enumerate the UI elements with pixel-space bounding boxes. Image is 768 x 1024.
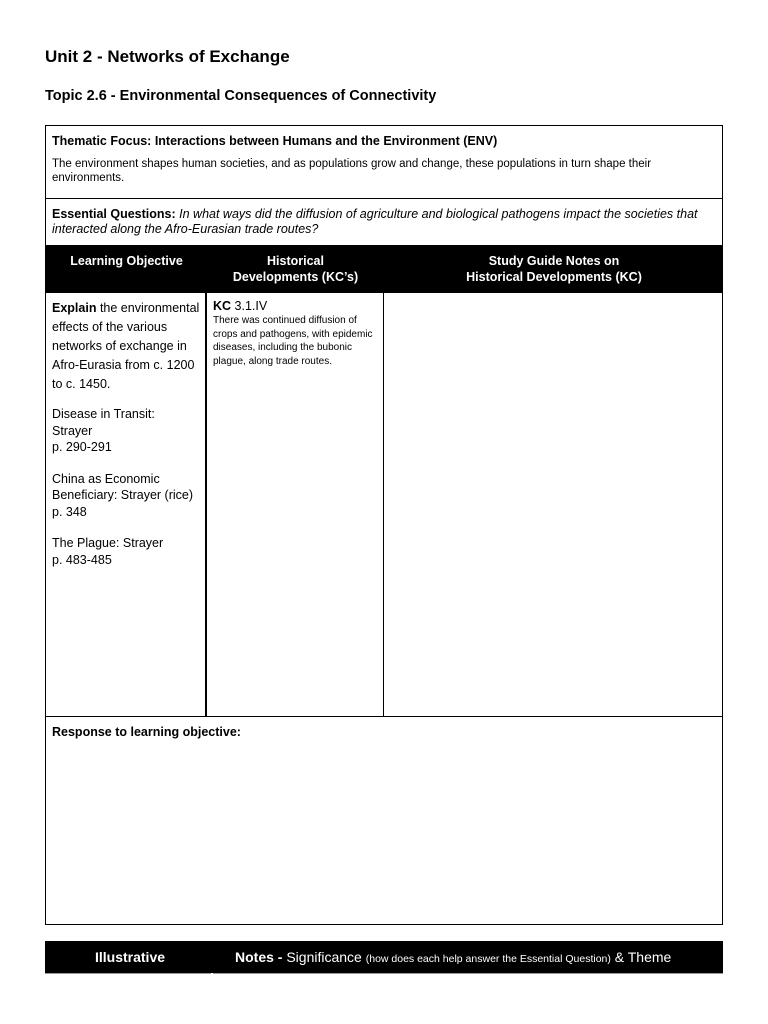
header-historical-line2: Developments (KC’s) (232, 270, 359, 284)
illustrative-notes-header (45, 941, 723, 974)
study-guide-notes-cell[interactable] (384, 293, 724, 716)
kc-heading (213, 299, 379, 313)
header-historical-line1: Historical (267, 254, 324, 268)
kc-code: 3.1.IV (231, 299, 268, 313)
reference-item (52, 406, 201, 456)
reference-page: p. 483-485 (52, 552, 112, 567)
essential-questions-section (46, 199, 722, 245)
thematic-focus-title: Interactions between Humans and the Environment (ENV) (154, 134, 498, 148)
thematic-focus-section (46, 126, 722, 199)
thematic-focus-heading (52, 134, 716, 148)
unit-title: Unit 2 - Networks of Exchange (45, 47, 290, 66)
table-body-row (46, 292, 722, 717)
theme-label: & Theme (610, 949, 672, 965)
kc-label: KC (213, 299, 232, 313)
essential-questions-text: In what ways did the diffusion of agriculture and biological pathogens impact the societies that interacted along the Afro-Eurasian trade routes? (52, 207, 698, 236)
reference-line: Disease in Transit: (52, 407, 155, 421)
essential-questions-label: Essential Questions: (52, 207, 176, 221)
reference-page: p. 348 (52, 504, 87, 519)
response-label: Response to learning objective: (52, 725, 241, 739)
reference-item (52, 471, 201, 521)
header-study-guide-line1: Study Guide Notes on (488, 254, 620, 268)
thematic-focus-label: Thematic Focus: (52, 134, 152, 148)
kc-description: There was continued diffusion of crops and pathogens, with epidemic diseases, including the bubonic plague, along trade routes. (213, 315, 373, 367)
reference-line: Strayer (52, 423, 93, 438)
table-header-row (46, 245, 722, 292)
header-study-guide-notes (384, 245, 724, 292)
response-section[interactable] (46, 717, 722, 739)
reference-line: The Plague: Strayer (52, 536, 164, 550)
header-study-guide-line2: Historical Developments (KC) (466, 270, 642, 284)
learning-objective-cell (46, 293, 207, 716)
historical-developments-cell (207, 293, 384, 716)
header-learning-objective (46, 245, 207, 292)
significance-label: Significance (282, 949, 366, 965)
significance-parenthetical: (how does each help answer the Essential Question) (365, 953, 611, 965)
learning-objective-description: the environmental effects of the various networks of exchange in Afro-Eurasia from c. 1200 to c. 1450. (52, 301, 200, 391)
learning-objective-verb: Explain (52, 301, 97, 315)
thematic-focus-body: The environment shapes human societies, and as populations grow and change, these populations in turn shape their environments. (52, 158, 652, 184)
header-divider (211, 973, 213, 975)
notes-significance-label (235, 941, 671, 973)
topic-title: Topic 2.6 - Environmental Consequences of Connectivity (45, 88, 437, 104)
illustrative-label: Illustrative (94, 949, 166, 965)
reference-item (52, 535, 201, 568)
learning-objective-text (52, 299, 201, 394)
header-learning-objective-label: Learning Objective (70, 254, 183, 268)
header-historical-developments (207, 245, 384, 292)
reference-line: China as Economic Beneficiary: Strayer (rice) (52, 471, 194, 502)
reference-page: p. 290-291 (52, 440, 112, 454)
worksheet-table (45, 125, 723, 925)
notes-bold-label: Notes - (235, 949, 283, 965)
